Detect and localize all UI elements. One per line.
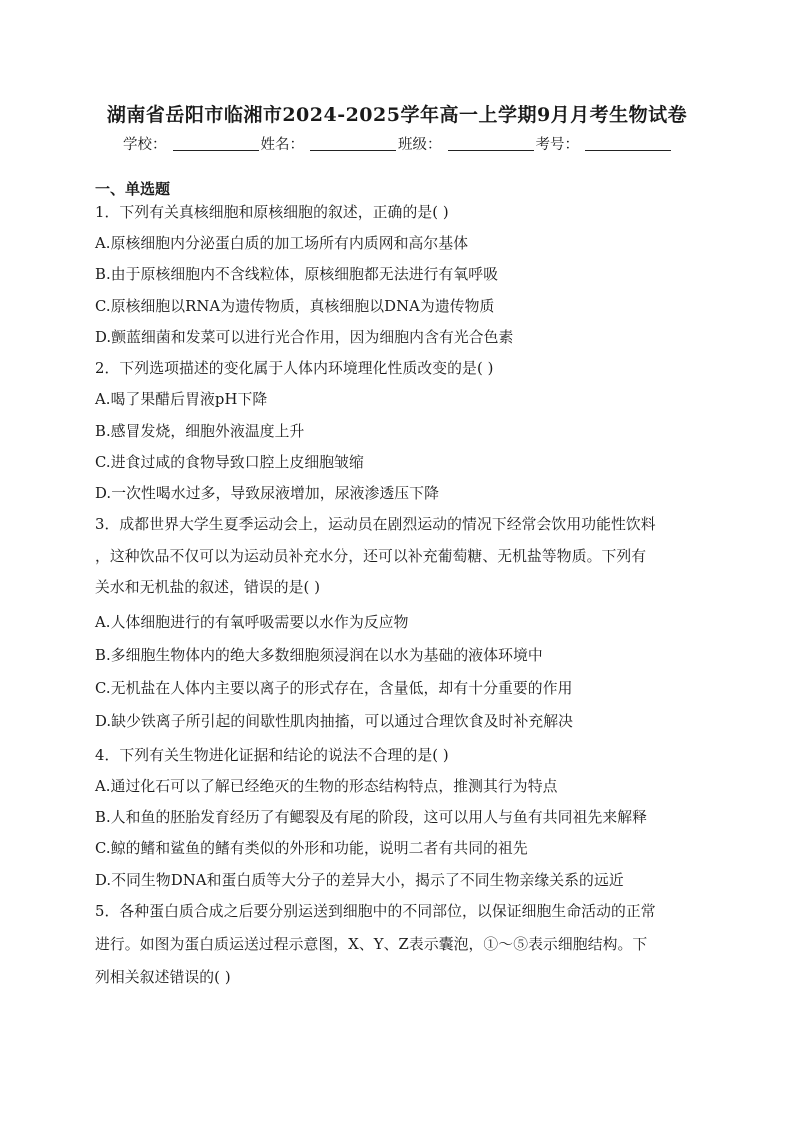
- question-3-option-b: B.多细胞生物体内的绝大多数细胞须浸润在以水为基础的液体环境中: [95, 647, 543, 664]
- class-field: [398, 134, 536, 156]
- question-5-stem-line-3: 列相关叙述错误的( ): [95, 969, 231, 986]
- question-1-option-b: B.由于原核细胞内不含线粒体，原核细胞都无法进行有氧呼吸: [95, 266, 499, 283]
- question-1-option-c: C.原核细胞以RNA为遗传物质，真核细胞以DNA为遗传物质: [95, 298, 495, 315]
- question-2-stem: 2．下列选项描述的变化属于人体内环境理化性质改变的是( ): [95, 360, 494, 377]
- exam-number-blank: [585, 136, 671, 151]
- question-3-option-a: A.人体细胞进行的有氧呼吸需要以水作为反应物: [95, 614, 409, 631]
- question-2-option-b: B.感冒发烧，细胞外液温度上升: [95, 423, 305, 440]
- question-4-option-b: B.人和鱼的胚胎发育经历了有鳃裂及有尾的阶段，这可以用人与鱼有共同祖先来解释: [95, 809, 648, 826]
- question-3-option-d: D.缺少铁离子所引起的间歇性肌肉抽搐，可以通过合理饮食及时补充解决: [95, 713, 574, 730]
- class-label: 班级：: [398, 137, 442, 153]
- school-label: 学校：: [123, 137, 167, 153]
- exam-number-label: 考号：: [535, 137, 579, 153]
- question-2-option-c: C.进食过咸的食物导致口腔上皮细胞皱缩: [95, 454, 364, 471]
- question-1-option-a: A.原核细胞内分泌蛋白质的加工场所有内质网和高尔基体: [95, 235, 469, 252]
- question-4-option-d: D.不同生物DNA和蛋白质等大分子的差异大小，揭示了不同生物亲缘关系的远近: [95, 872, 624, 889]
- class-blank: [448, 136, 534, 151]
- question-4-option-a: A.通过化石可以了解已经绝灭的生物的形态结构特点，推测其行为特点: [95, 778, 558, 795]
- question-3-stem-line-2: ，这种饮品不仅可以为运动员补充水分，还可以补充葡萄糖、无机盐等物质。下列有: [95, 548, 647, 565]
- school-blank: [173, 136, 259, 151]
- school-field: [123, 134, 261, 156]
- exam-title: 湖南省岳阳市临湘市2024-2025学年高一上学期9月月考生物试卷: [106, 104, 688, 126]
- name-label: 姓名：: [260, 137, 304, 153]
- question-5-stem-line-1: 5．各种蛋白质合成之后要分别运送到细胞中的不同部位，以保证细胞生命活动的正常: [95, 903, 656, 920]
- question-3-stem-line-3: 关水和无机盐的叙述，错误的是( ): [95, 579, 321, 596]
- question-2-option-a: A.喝了果醋后胃液pH下降: [95, 391, 268, 408]
- question-2-option-d: D.一次性喝水过多，导致尿液增加，尿液渗透压下降: [95, 485, 439, 502]
- name-field: [261, 134, 399, 156]
- question-4-option-c: C.鲸的鳍和鲨鱼的鳍有类似的外形和功能，说明二者有共同的祖先: [95, 840, 528, 857]
- student-info-line: [123, 134, 673, 156]
- question-1-stem: 1．下列有关真核细胞和原核细胞的叙述，正确的是( ): [95, 204, 449, 221]
- exam-number-field: [536, 134, 674, 156]
- question-1-option-d: D.颤蓝细菌和发菜可以进行光合作用，因为细胞内含有光合色素: [95, 329, 514, 346]
- question-5-stem-line-2: 进行。如图为蛋白质运送过程示意图，X、Y、Z表示囊泡，①～⑤表示细胞结构。下: [95, 936, 648, 953]
- question-4-stem: 4．下列有关生物进化证据和结论的说法不合理的是( ): [95, 747, 449, 764]
- question-3-option-c: C.无机盐在人体内主要以离子的形式存在，含量低，却有十分重要的作用: [95, 680, 573, 697]
- question-3-stem-line-1: 3．成都世界大学生夏季运动会上，运动员在剧烈运动的情况下经常会饮用功能性饮料: [95, 516, 656, 533]
- name-blank: [310, 136, 396, 151]
- section-heading: 一、单选题: [95, 180, 171, 198]
